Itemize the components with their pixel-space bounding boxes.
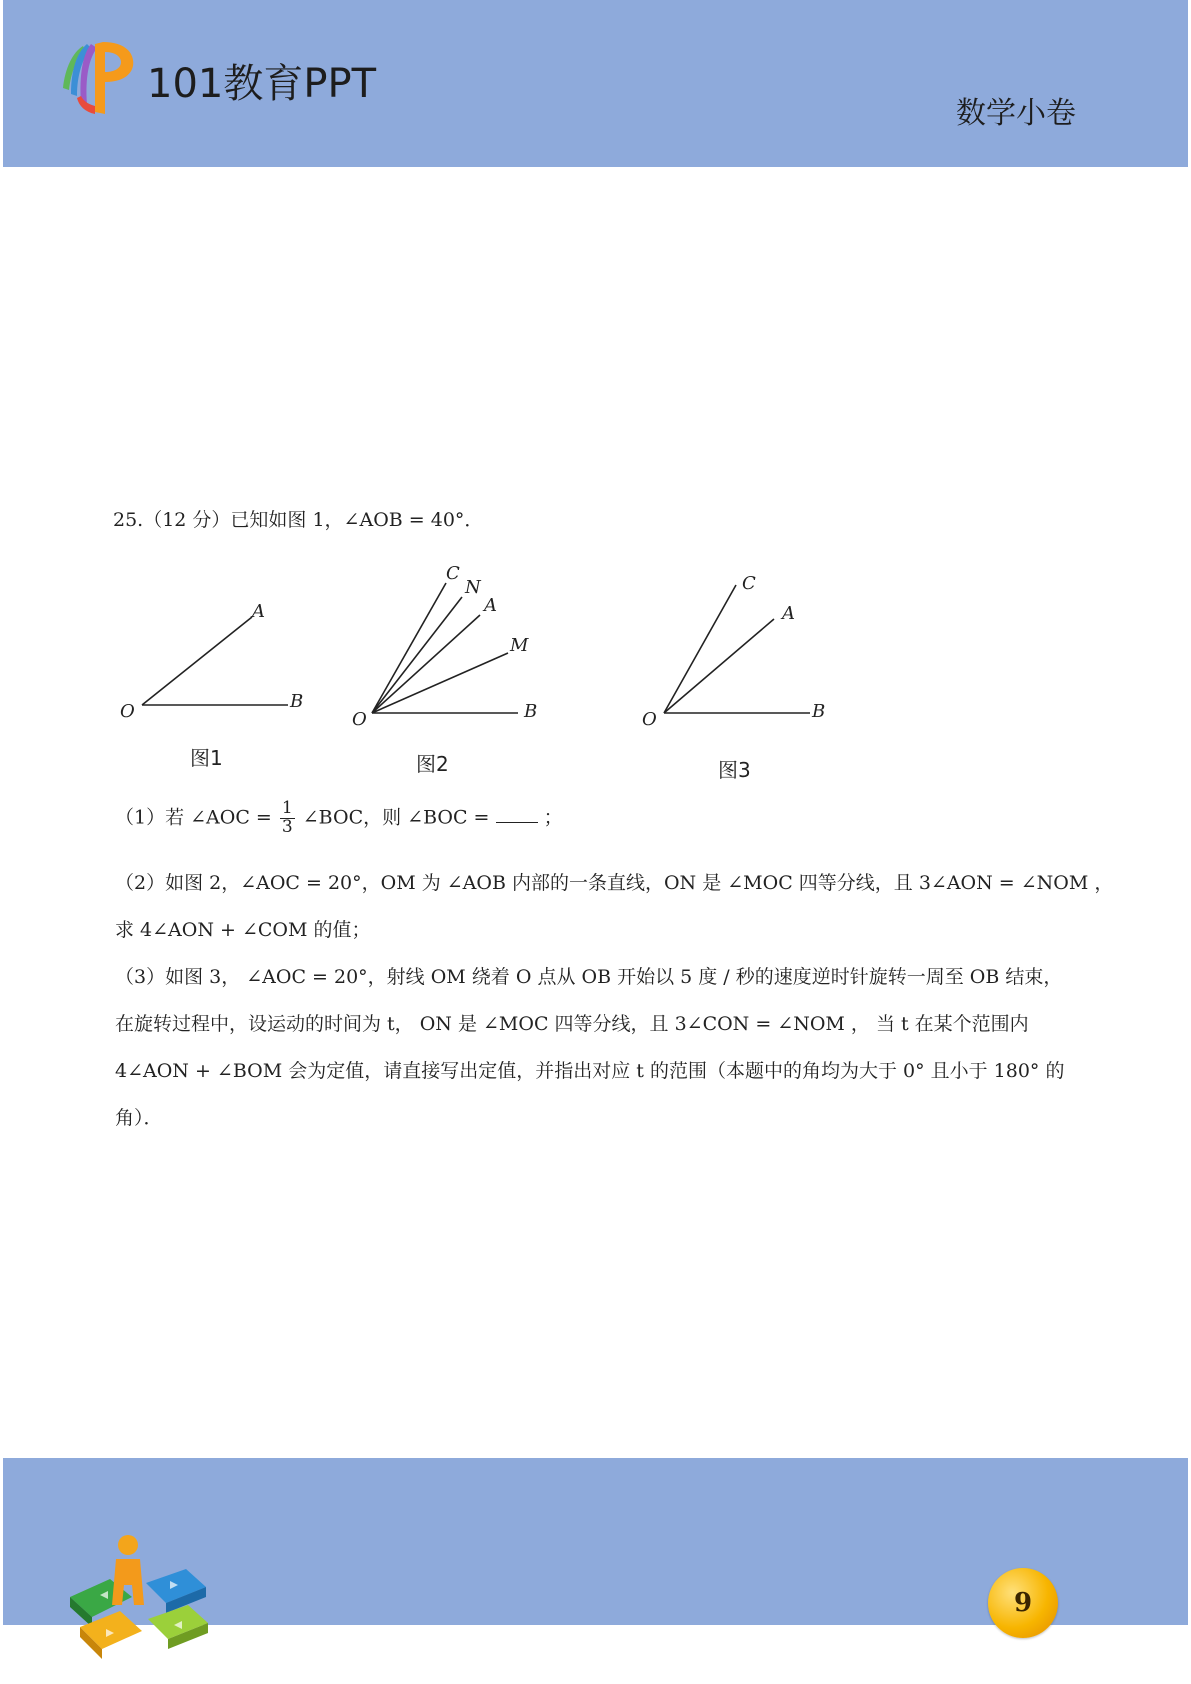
part-3-line-4: 角）． [115,1107,163,1129]
figure-2-label-n: N [465,577,481,598]
figure-2-label-a: A [484,595,497,616]
figure-2-label-b: B [524,701,538,722]
paper-title: 数学小卷 [956,96,1076,131]
part-2-line-1: （2）如图 2，∠AOC = 20°，OM 为 ∠AOB 内部的一条直线，ON 是 ∠MOC 四等分线，且 3∠AON = ∠NOM ， [115,872,1114,894]
figure-3-label-o: O [642,709,657,730]
fraction-numerator: 1 [281,798,293,818]
geometry-figures [110,555,840,785]
mascot-icon [60,1535,220,1675]
part-2-line-2: 求 4∠AON + ∠COM 的值； [115,919,371,941]
figure-2-caption: 图2 [416,752,449,776]
question-heading: 25.（12 分）已知如图 1，∠AOB = 40°． [113,509,484,531]
brand-name: 101教育PPT [147,61,377,107]
part-3-line-3: 4∠AON + ∠BOM 会为定值，请直接写出定值，并指出对应 t 的范围（本题中的角均为大于 0° 且小于 180° 的 [115,1060,1065,1082]
figure-3-label-a: A [782,603,795,624]
part-1-suffix: ； [543,806,563,829]
brand-logo-icon [55,38,135,116]
figure-3-label-b: B [812,701,826,722]
page-number-badge: 9 [988,1568,1058,1638]
figure-2-label-c: C [446,563,460,584]
figure-3 [642,573,825,782]
figure-1-label-o: O [120,701,135,722]
page-header [3,0,1188,167]
figure-1-caption: 图1 [190,746,223,770]
part-3-line-2: 在旋转过程中，设运动的时间为 t， ON 是 ∠MOC 四等分线，且 3∠CON = ∠NOM ， 当 t 在某个范围内 [115,1013,1029,1035]
figure-2-label-m: M [510,635,529,656]
figure-1 [120,601,303,770]
fraction-one-third [280,800,295,837]
figure-2 [352,563,537,776]
answer-blank[interactable] [496,808,538,823]
part-1-prefix: （1）若 ∠AOC = [115,806,272,829]
figure-3-caption: 图3 [718,758,751,782]
part-3-line-1: （3）如图 3， ∠AOC = 20°，射线 OM 绕着 O 点从 OB 开始以 5 度 / 秒的速度逆时针旋转一周至 OB 结束， [115,966,1063,988]
figure-2-label-o: O [352,709,367,730]
part-1 [115,800,563,837]
figure-1-label-a: A [252,601,265,622]
part-1-middle: ∠BOC，则 ∠BOC = [302,806,490,829]
fraction-denominator: 3 [281,816,293,837]
figure-3-label-c: C [742,573,756,594]
figure-1-label-b: B [290,691,304,712]
